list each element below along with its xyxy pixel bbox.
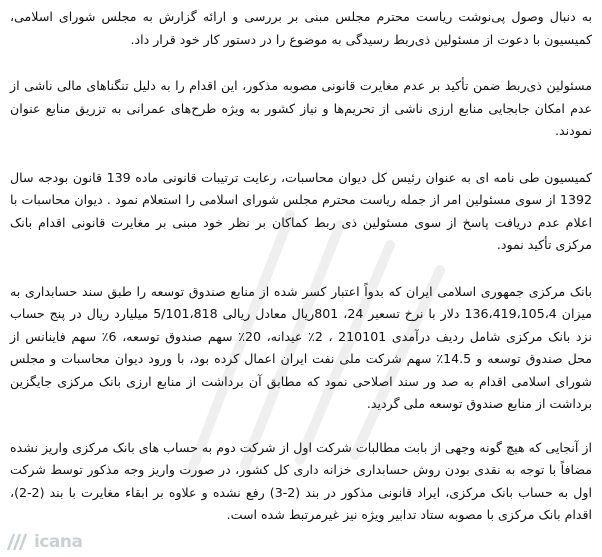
site-logo — [4, 531, 90, 553]
logo-mark-icon — [4, 532, 32, 552]
paragraph-4: بانک مرکزی جمهوری اسلامی ایران که بدواً اعتبار کسر شده از منابع صندوق توسعه را طبق سند حسابداری به میزان 136،419،105،4 دلار با نرخ تسعیر 24، 801ریال معادل ریالی 5/101،818 میلیارد ریال در پنج حساب نزد بانک مرکزی شامل ردیف درآمدی 210101 ، 2٪ عیدانه، 20٪ سهم صندوق توسعه، 6٪ سهم فاینانس از محل صندوق توسعه و 14.5٪ سهم شرکت ملی نفت ایران اعمال کرده بود، با ورود دیوان محاسبات و مجلس شورای اسلامی اقدام به صد ور سند اصلاحی نمود که مطابق آن برداشت از منابع ارزی بانک مرکزی جایگزین برداشت از منابع صندوق توسعه ملی گردید. — [10, 283, 592, 411]
paragraph-3: کمیسیون طی نامه ای به عنوان رئیس کل دیوان محاسبات، رعایت ترتیبات قانونی ماده 139 قانون بودجه سال 1392 از سوی مسئولین امر از جمله ریاست محترم مجلس شورای اسلامی را استعلام نمود . دیوان محاسبات با اعلام عدم دریافت پاسخ از سوی مسئولین ذی ربط کماکان بر نظر خود مبنی بر مغایرت قانونی اقدام بانک مرکزی تأکید نمود. — [10, 169, 592, 252]
paragraph-1: به دنبال وصول پی‌نوشت ریاست محترم مجلس مبنی بر بررسی و ارائه گزارش به مجلس شورای اسلامی، کمیسیون با دعوت از مسئولین ذی‌ربط رسیدگی به موضوع را در دستور کار خود قرار داد. — [10, 9, 592, 47]
paragraph-2: مسئولین ذی‌ربط ضمن تأکید بر عدم مغایرت قانونی مصوبه مذکور، این اقدام را به دلیل تنگناهای مالی ناشی از عدم امکان جابجایی منابع ارزی ناشی از تحریم‌ها و نیاز کشور به ویژه طرح‌های عمرانی به تزریق منابع عنوان نمودند. — [10, 78, 592, 138]
logo-text: icana — [34, 532, 83, 552]
paragraph-5: از آنجایی که هیچ گونه وجهی از بابت مطالبات شرکت اول از شرکت دوم به حساب های بانک مرکزی واریز نشده مضافاً با توجه به نقدی بودن روش حسابداری خزانه داری کل کشور، در صورت واریز وجه مذکور توسط شرکت اول به حساب بانک مرکزی، ایراد قانونی مذکور در بند (2-3) رفع نشده و علاوه بر ابقاء مغایرت با بند (2-2)، اقدام بانک مرکزی با مصوبه ستاد تدابیر ویژه نیز غیرمرتبط شده است. — [10, 439, 592, 522]
